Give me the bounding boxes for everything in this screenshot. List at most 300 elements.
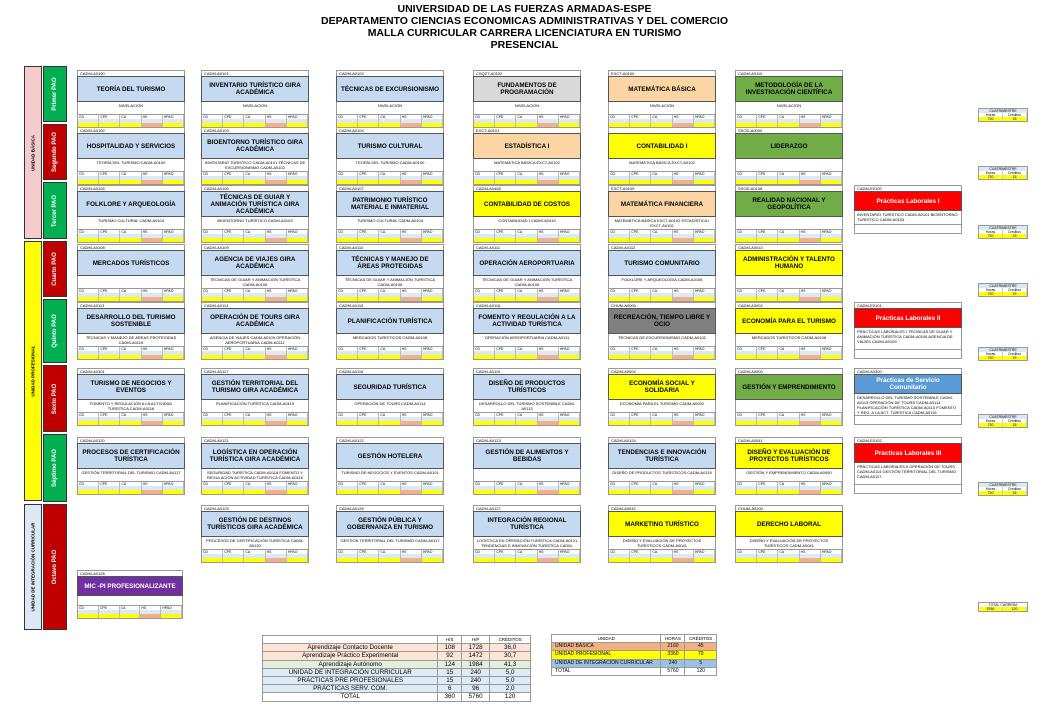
hours-cell (163, 180, 184, 184)
course-card[interactable] (608, 368, 716, 426)
hours-label: CA (651, 289, 672, 293)
hours-row (736, 558, 842, 562)
hours-cell (120, 490, 141, 494)
course-card[interactable] (473, 437, 581, 495)
hours-cell (630, 238, 651, 242)
credit-box-head: CUATRIMESTRE (979, 483, 1027, 487)
unit-credits: 45 (685, 643, 717, 651)
course-code: CADM-A0112 (608, 244, 716, 250)
course-card[interactable] (735, 302, 843, 360)
course-hours (473, 413, 581, 426)
credits-value: 15 (1003, 117, 1027, 121)
hours-cell (800, 238, 821, 242)
hours-label: CPE (99, 115, 120, 119)
hours-cell (266, 297, 287, 301)
hours-label: CD (609, 413, 630, 417)
course-code: SSOD-A0000 (735, 127, 843, 133)
course-card[interactable] (735, 505, 843, 563)
hours-label: CPE (223, 347, 244, 351)
hours-cell (559, 490, 580, 494)
hours-label: HPAO (163, 289, 184, 293)
course-prerequisite: TURISMO CULTURAL CADM-A0104 (336, 217, 444, 230)
course-card[interactable] (77, 302, 185, 360)
practice-code: CADM-E0102 (854, 437, 962, 443)
hours-cell (120, 421, 141, 425)
hours-label: HS (142, 347, 163, 351)
hours-cell (202, 297, 223, 301)
credit-summary-box (978, 166, 1028, 180)
hours-label: CD (736, 172, 757, 176)
hours-cell (474, 421, 495, 425)
practice-card[interactable] (854, 302, 962, 359)
credits-value: 15 (1003, 423, 1027, 427)
course-prerequisite: TEORÍA DEL TURISMO CADM-A0100 (336, 159, 444, 172)
practice-title: Prácticas de Servicio Comunitario (854, 374, 962, 394)
hours-row (474, 180, 580, 184)
hours-label: CA (516, 115, 537, 119)
hours-cell (538, 238, 559, 242)
hours-label: CD (474, 172, 495, 176)
course-prerequisite: MERCADOS TURÍSTICOS CADM-A0108 (336, 334, 444, 347)
hours-value: 720 (979, 491, 1003, 495)
course-prerequisite: TÉCNICAS DE GUIAR Y ANIMACIÓN TURÍSTICA CADM-A0106 (473, 276, 581, 289)
course-code: CHUM-A0200 (735, 505, 843, 511)
course-title: LIDERAZGO (735, 133, 843, 159)
course-prerequisite: TEORÍA DEL TURISMO CADM-A0100 (77, 159, 185, 172)
hours-cell (559, 238, 580, 242)
hours-cell (516, 238, 537, 242)
hours-label: HPAO (694, 347, 715, 351)
course-code: CSQZT-A0102 (473, 70, 581, 76)
hours-label: CPE (358, 413, 379, 417)
course-title: ECONOMÍA SOCIAL Y SOLIDARIA (608, 374, 716, 400)
hours-label: CD (736, 230, 757, 234)
course-prerequisite: PLANIFICACIÓN TURÍSTICA CADM-A0115 (201, 400, 309, 413)
course-title: GESTIÓN Y EMPRENDIMIENTO (735, 374, 843, 400)
hours-cell (630, 490, 651, 494)
hours-label: CA (651, 550, 672, 554)
summary-hs: 15 (438, 668, 462, 676)
hours-cell (422, 238, 443, 242)
course-prerequisite: AGENCIA DE VIAJES CADM-A0109 OPERACIÓN AEROPORTUARIA CADM-A0111 (201, 334, 309, 347)
course-prerequisite: PROCESOS DE CERTIFICACIÓN TURÍSTICA CADM-A0120 (201, 537, 309, 550)
course-code: EXCT-A0109 (608, 185, 716, 191)
course-card[interactable] (336, 127, 444, 185)
hours-cell (736, 297, 757, 301)
summary-hp: 1984 (462, 660, 490, 668)
hours-label: CA (778, 289, 799, 293)
course-code: CADM-A0004 (608, 368, 716, 374)
hours-label: CD (609, 289, 630, 293)
course-card[interactable] (473, 70, 581, 128)
course-title: DERECHO LABORAL (735, 511, 843, 537)
hours-value: 720 (979, 292, 1003, 296)
course-card[interactable] (473, 505, 581, 563)
course-code: CADM-A0109 (201, 244, 309, 250)
hours-cell (163, 238, 184, 242)
hours-label: CA (379, 482, 400, 486)
course-card[interactable] (77, 185, 185, 243)
course-card[interactable] (201, 505, 309, 563)
credit-box-values (979, 356, 1027, 360)
course-title: SEGURIDAD TURÍSTICA (336, 374, 444, 400)
course-card[interactable] (608, 302, 716, 360)
hours-row (474, 490, 580, 494)
hours-cell (673, 490, 694, 494)
course-title: MARKETING TURÍSTICO (608, 511, 716, 537)
hours-label: CD (474, 482, 495, 486)
course-card[interactable] (608, 244, 716, 302)
hours-label: CPE (630, 172, 651, 176)
hours-cell (78, 238, 99, 242)
hours-label: CPE (99, 289, 120, 293)
hours-label: Horas (979, 419, 1003, 423)
hours-label: CA (379, 550, 400, 554)
course-hours (77, 289, 185, 302)
course-card[interactable] (473, 368, 581, 426)
hours-row (609, 297, 715, 301)
course-title: GESTIÓN PÚBLICA Y GOBERNANZA EN TURISMO (336, 511, 444, 537)
hours-cell (694, 558, 715, 562)
course-prerequisite: NIVELACIÓN (608, 102, 716, 115)
course-hours (608, 347, 716, 360)
hours-label: HS (800, 289, 821, 293)
credit-summary-box (978, 347, 1028, 361)
course-card[interactable] (608, 437, 716, 495)
course-title: INVENTARIO TURÍSTICO GIRA ACADÉMICA (201, 76, 309, 102)
hours-cell (673, 558, 694, 562)
course-card[interactable] (201, 302, 309, 360)
course-code: CADM-A0104 (336, 127, 444, 133)
hours-cell (778, 297, 799, 301)
hours-cell (266, 421, 287, 425)
course-card[interactable] (336, 368, 444, 426)
hours-row (474, 355, 580, 359)
course-card[interactable] (336, 185, 444, 243)
hours-cell (609, 558, 630, 562)
course-code: CHUM-A0000 (608, 302, 716, 308)
course-hours (473, 550, 581, 563)
hours-row (78, 421, 184, 425)
course-card[interactable] (336, 437, 444, 495)
course-prerequisite: FOMENTO Y REGULACIÓN A LA ACTIVIDAD TURÍSTICA CADM-A0116 (77, 400, 185, 413)
hours-cell (516, 558, 537, 562)
summary-label: PRÁCTICAS PRE PROFESIONALES (263, 677, 438, 685)
hours-label: HPAO (163, 115, 184, 119)
course-card[interactable] (336, 302, 444, 360)
summary-row (263, 693, 531, 701)
hours-cell (559, 558, 580, 562)
course-card[interactable] (473, 244, 581, 302)
hours-label: CPE (495, 482, 516, 486)
course-title: TENDENCIAS E INNOVACIÓN TURÍSTICA (608, 443, 716, 469)
hours-cell (142, 238, 163, 242)
hours-cell (757, 421, 778, 425)
credits-label: Créditos (1003, 171, 1027, 175)
hours-label: HPAO (287, 482, 308, 486)
course-code: CADM-A0103 (201, 127, 309, 133)
hours-cell (223, 297, 244, 301)
hours-cell (120, 180, 141, 184)
summary-label: Aprendizaje Contacto Docente (263, 644, 438, 652)
unit-hours: 240 (661, 659, 685, 667)
hours-label: CD (736, 347, 757, 351)
hours-label: Horas (979, 171, 1003, 175)
hours-label: CA (778, 230, 799, 234)
hours-label: HPAO (694, 482, 715, 486)
course-hours (608, 172, 716, 185)
practice-hours (854, 416, 962, 425)
course-hours (608, 550, 716, 563)
total-credits-value: 120 (1003, 607, 1027, 611)
course-code: CADM-A0002 (735, 302, 843, 308)
hours-row (202, 421, 308, 425)
hours-label: CA (516, 172, 537, 176)
course-prerequisite: GESTIÓN TERRITORIAL DEL TURISMO CADM-A0117 (336, 537, 444, 550)
hours-cell (223, 355, 244, 359)
hours-cell (202, 490, 223, 494)
hours-label: HPAO (163, 347, 184, 351)
hours-cell (694, 421, 715, 425)
hours-label: CA (244, 347, 265, 351)
hours-cell (821, 490, 842, 494)
hours-label: CPE (358, 347, 379, 351)
course-card[interactable] (735, 70, 843, 128)
summary-hp: 240 (462, 668, 490, 676)
hours-row (609, 558, 715, 562)
total-career-values (979, 607, 1027, 611)
hours-label: CD (78, 230, 99, 234)
course-card[interactable] (201, 185, 309, 243)
hours-row (736, 355, 842, 359)
hours-label: HPAO (559, 482, 580, 486)
course-prerequisite: MATEMÁTICA BÁSICA EXCT-A0102 (473, 159, 581, 172)
hours-cell (736, 558, 757, 562)
hours-label: CPE (358, 482, 379, 486)
unit-summary-row (552, 659, 717, 667)
hours-cell (161, 614, 182, 618)
course-card[interactable] (77, 244, 185, 302)
hours-label: CPE (99, 347, 120, 351)
course-code: CADM-A0103 (336, 70, 444, 76)
hours-label: CD (474, 115, 495, 119)
hours-label: CA (778, 550, 799, 554)
hours-label: CPE (630, 289, 651, 293)
course-card[interactable] (735, 368, 843, 426)
hours-cell (821, 297, 842, 301)
pao-label: Segundo PAO (52, 132, 58, 172)
hours-label: HPAO (287, 289, 308, 293)
hours-label: CPE (223, 550, 244, 554)
hours-cell (401, 297, 422, 301)
hours-cell (99, 355, 120, 359)
course-code: CADM-A0000 (735, 368, 843, 374)
hours-label: HPAO (287, 413, 308, 417)
hours-row (474, 238, 580, 242)
course-card[interactable] (473, 185, 581, 243)
course-card[interactable] (735, 185, 843, 243)
hours-label: HS (673, 289, 694, 293)
hours-value: 720 (979, 356, 1003, 360)
course-prerequisite: TÉCNICAS DE EXCURSIONISMO CADM-A0102 (608, 334, 716, 347)
course-card[interactable] (77, 127, 185, 185)
course-card[interactable] (77, 437, 185, 495)
summary-credits: 36,0 (490, 644, 531, 652)
course-card[interactable] (201, 368, 309, 426)
hours-cell (223, 421, 244, 425)
hours-cell (401, 421, 422, 425)
hours-cell (202, 558, 223, 562)
hours-label: CA (244, 482, 265, 486)
course-prerequisite: MERCADOS TURÍSTICOS CADM-A0108 (735, 334, 843, 347)
hours-cell (757, 490, 778, 494)
hours-cell (78, 180, 99, 184)
hours-label: CD (337, 172, 358, 176)
credit-box-values (979, 292, 1027, 296)
course-card[interactable] (336, 505, 444, 563)
course-card[interactable] (608, 127, 716, 185)
course-card[interactable] (735, 437, 843, 495)
hours-label: CD (736, 482, 757, 486)
unit-label: UNIDAD DE INTEGRACIÓN CURRICULAR (30, 522, 36, 612)
course-hours (473, 482, 581, 495)
hours-label: HPAO (694, 289, 715, 293)
hours-label: HS (266, 230, 287, 234)
pao-label-cell (43, 66, 67, 122)
course-code: CADM-A0010 (735, 244, 843, 250)
course-card[interactable] (608, 70, 716, 128)
hours-label: CPE (223, 482, 244, 486)
curriculum-title: MALLA CURRICULAR CARRERA LICENCIATURA EN TURISMO (367, 27, 682, 39)
hours-cell (673, 238, 694, 242)
hours-cell (800, 558, 821, 562)
course-prerequisite: LOGÍSTICA EN OPERACIÓN TURÍSTICA CADM-A0121 TENDENCIAS E INNOVACIÓN TURÍSTICA CADM- (473, 537, 581, 550)
summary-hp: 1728 (462, 644, 490, 652)
course-card[interactable] (201, 437, 309, 495)
course-card[interactable] (735, 244, 843, 302)
hours-label: CD (337, 347, 358, 351)
course-card[interactable] (201, 244, 309, 302)
hours-label: HPAO (821, 230, 842, 234)
course-title: FOLKLORE Y ARQUEOLOGÍA (77, 191, 185, 217)
course-title: FOMENTO Y REGULACIÓN A LA ACTIVIDAD TURÍSTICA (473, 308, 581, 334)
hours-cell (287, 355, 308, 359)
pao-label: Tercer PAO (52, 194, 58, 227)
credit-summary-box (978, 225, 1028, 239)
hours-label: CA (651, 115, 672, 119)
hours-label: CD (337, 413, 358, 417)
hours-label: CD (609, 550, 630, 554)
hours-label: HPAO (287, 172, 308, 176)
hours-label: HS (673, 413, 694, 417)
course-title: TURISMO CULTURAL (336, 133, 444, 159)
hours-cell (778, 355, 799, 359)
hours-cell (202, 238, 223, 242)
course-hours (201, 413, 309, 426)
hours-cell (287, 238, 308, 242)
course-card[interactable] (77, 70, 185, 128)
hours-label: HS (401, 115, 422, 119)
summary-credits: 41,3 (490, 660, 531, 668)
credit-box-values (979, 491, 1027, 495)
practice-card[interactable] (854, 368, 962, 425)
course-card[interactable] (201, 127, 309, 185)
credits-value: 15 (1003, 356, 1027, 360)
summary-label: Aprendizaje Autónomo (263, 660, 438, 668)
course-card[interactable] (336, 244, 444, 302)
hours-label: HPAO (287, 550, 308, 554)
course-prerequisite (735, 159, 843, 172)
hours-label: CPE (757, 172, 778, 176)
course-card[interactable] (201, 70, 309, 128)
course-card[interactable] (336, 70, 444, 128)
course-card[interactable] (473, 302, 581, 360)
hours-label: CPE (358, 289, 379, 293)
hours-label: CA (651, 347, 672, 351)
practice-card[interactable] (854, 437, 962, 494)
hours-cell (609, 238, 630, 242)
hours-label: HPAO (559, 115, 580, 119)
practice-card[interactable] (854, 185, 962, 234)
course-hours (336, 289, 444, 302)
course-title: AGENCIA DE VIAJES GIRA ACADÉMICA (201, 250, 309, 276)
unit-hours: 2160 (661, 643, 685, 651)
unit-summary-header-row (552, 635, 717, 643)
hours-cell (694, 238, 715, 242)
hours-label: CA (516, 289, 537, 293)
course-card[interactable] (608, 185, 716, 243)
hours-cell (630, 421, 651, 425)
hours-label: CA (379, 172, 400, 176)
hours-label: HPAO (821, 347, 842, 351)
course-card[interactable] (473, 127, 581, 185)
course-hours (77, 347, 185, 360)
course-card[interactable] (608, 505, 716, 563)
mic-card[interactable] (77, 570, 183, 619)
course-prerequisite: TURISMO CULTURAL CADM-A0104 (77, 217, 185, 230)
hours-label: HS (800, 347, 821, 351)
hours-label: CPE (757, 230, 778, 234)
course-code: CADM-A0107 (336, 185, 444, 191)
course-card[interactable] (77, 368, 185, 426)
hours-label: HS (800, 413, 821, 417)
hours-label: HS (538, 482, 559, 486)
university-title: UNIVERSIDAD DE LAS FUERZAS ARMADAS-ESPE (397, 3, 652, 15)
pao-label-cell (43, 434, 67, 502)
hours-cell (757, 297, 778, 301)
credit-box-head: CUATRIMESTRE (979, 226, 1027, 230)
hours-label: Horas (979, 230, 1003, 234)
hours-row (202, 238, 308, 242)
credit-summary-box (978, 414, 1028, 428)
summary-credits: 30,7 (490, 652, 531, 660)
summary-hp: 5760 (462, 693, 490, 701)
summary-label: TOTAL (263, 693, 438, 701)
hours-cell (559, 180, 580, 184)
hours-row (609, 180, 715, 184)
hours-cell (630, 180, 651, 184)
course-card[interactable] (735, 127, 843, 185)
hours-label: CPE (99, 606, 120, 610)
course-code: CADM-A0125 (201, 505, 309, 511)
hours-cell (244, 490, 265, 494)
hours-label: CD (78, 347, 99, 351)
course-title: CONTABILIDAD I (608, 133, 716, 159)
hours-value: 720 (979, 117, 1003, 121)
hours-label: HPAO (422, 289, 443, 293)
hours-label: CPE (757, 115, 778, 119)
course-title: TURISMO DE NEGOCIOS Y EVENTOS (77, 374, 185, 400)
